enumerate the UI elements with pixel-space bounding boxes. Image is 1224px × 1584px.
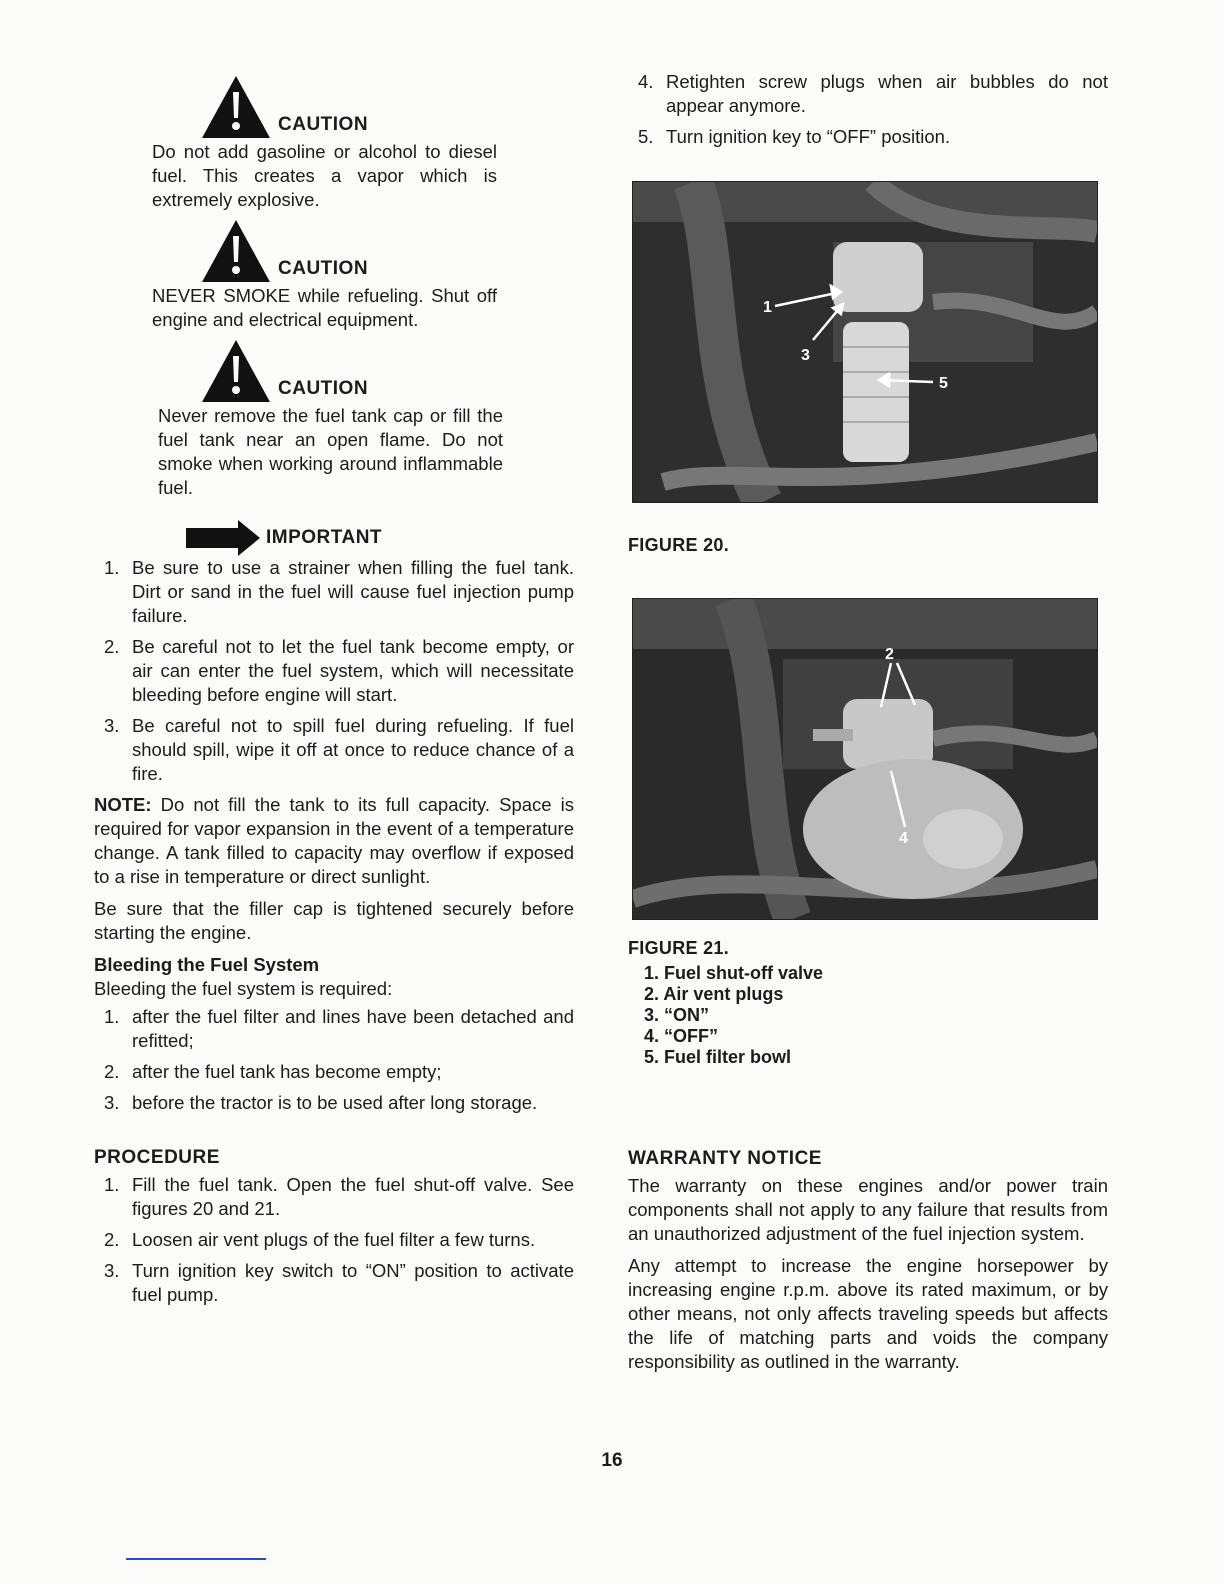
legend-item: 4. “OFF”	[644, 1026, 719, 1046]
bleeding-list	[94, 1005, 574, 1115]
bleeding-heading: Bleeding the Fuel System	[94, 954, 320, 975]
caution-block-1	[152, 70, 497, 212]
list-item: 1. Be sure to use a strainer when filling the fuel tank. Dirt or sand in the fuel will cause fuel injection pump failure.	[104, 557, 574, 626]
legend-item: 2. Air vent plugs	[644, 984, 784, 1004]
caution-title: CAUTION	[278, 114, 369, 135]
figure-21-caption: FIGURE 21.	[628, 938, 730, 958]
figure-21-legend	[628, 963, 1108, 1068]
important-list	[94, 556, 574, 786]
list-item: 3. Turn ignition key switch to “ON” position to activate fuel pump.	[104, 1260, 574, 1305]
procedure-list	[94, 1173, 574, 1307]
caution-title: CAUTION	[278, 258, 369, 279]
filler-cap-paragraph: Be sure that the filler cap is tightened securely before starting the engine.	[94, 898, 574, 943]
figure-20-photo	[632, 181, 1098, 503]
list-item: 5. Turn ignition key to “OFF” position.	[638, 126, 951, 147]
list-item: 1. Fill the fuel tank. Open the fuel shut-off valve. See figures 20 and 21.	[104, 1174, 574, 1219]
caution-text: NEVER SMOKE while refueling. Shut off engine and electrical equipment.	[152, 285, 497, 330]
callout-5: 5	[939, 375, 948, 392]
list-item: 2. Loosen air vent plugs of the fuel filter a few turns.	[104, 1229, 536, 1250]
warranty-paragraph-1: The warranty on these engines and/or power train components shall not apply to any failure that results from an unauthorized adjustment of the fuel injection system.	[628, 1175, 1108, 1244]
warning-triangle-icon	[200, 74, 272, 140]
callout-2: 2	[885, 646, 894, 663]
callout-4: 4	[899, 830, 908, 847]
legend-item: 3. “ON”	[644, 1005, 710, 1025]
callout-3: 3	[801, 347, 810, 364]
warning-triangle-icon	[200, 338, 272, 404]
caution-text: Never remove the fuel tank cap or fill the fuel tank near an open flame. Do not smoke when working around inflammable fuel.	[158, 405, 503, 498]
arrow-right-icon	[186, 520, 264, 556]
note-paragraph: NOTE: Do not fill the tank to its full capacity. Space is required for vapor expansion in the event of a temperature change. A tank filled to capacity may overflow if exposed to a rise in temperature or direct sunlight.	[94, 794, 575, 887]
warranty-heading: WARRANTY NOTICE	[628, 1148, 822, 1169]
legend-item: 1. Fuel shut-off valve	[644, 963, 824, 983]
list-item: 3. before the tractor is to be used after long storage.	[104, 1092, 538, 1113]
important-title: IMPORTANT	[266, 527, 383, 548]
important-header	[186, 520, 574, 556]
callout-1: 1	[763, 299, 772, 316]
warranty-paragraph-2: Any attempt to increase the engine horsepower by increasing engine r.p.m. above its rated maximum, or by other means, not only affects traveling speeds but affects the life of matching parts and voids the company responsibility as outlined in the warranty.	[628, 1255, 1108, 1372]
figure-20-caption: FIGURE 20.	[628, 535, 730, 555]
warning-triangle-icon	[200, 218, 272, 284]
caution-text: Do not add gasoline or alcohol to diesel fuel. This creates a vapor which is extremely explosive.	[152, 141, 497, 210]
page-number: 16	[601, 1450, 623, 1471]
note-label: NOTE:	[94, 794, 152, 815]
legend-item: 5. Fuel filter bowl	[644, 1047, 792, 1067]
caution-block-3	[158, 334, 503, 500]
bleeding-intro: Bleeding the fuel system is required:	[94, 978, 393, 999]
procedure-continued-list	[628, 70, 1108, 149]
list-item: 2. after the fuel tank has become empty;	[104, 1061, 442, 1082]
list-item: 2. Be careful not to let the fuel tank become empty, or air can enter the fuel system, which will necessitate bleeding before engine will start.	[104, 636, 574, 705]
list-item: 3. Be careful not to spill fuel during refueling. If fuel should spill, wipe it off at once to reduce chance of a fire.	[104, 715, 574, 784]
procedure-heading: PROCEDURE	[94, 1147, 220, 1168]
figure-21-photo	[632, 598, 1098, 920]
caution-title: CAUTION	[278, 378, 369, 399]
right-column	[628, 70, 1108, 1382]
left-column	[94, 70, 574, 1314]
list-item: 4. Retighten screw plugs when air bubbles do not appear anymore.	[638, 71, 1108, 116]
footer-rule	[126, 1558, 266, 1560]
list-item: 1. after the fuel filter and lines have been detached and refitted;	[104, 1006, 574, 1051]
caution-block-2	[152, 214, 497, 332]
